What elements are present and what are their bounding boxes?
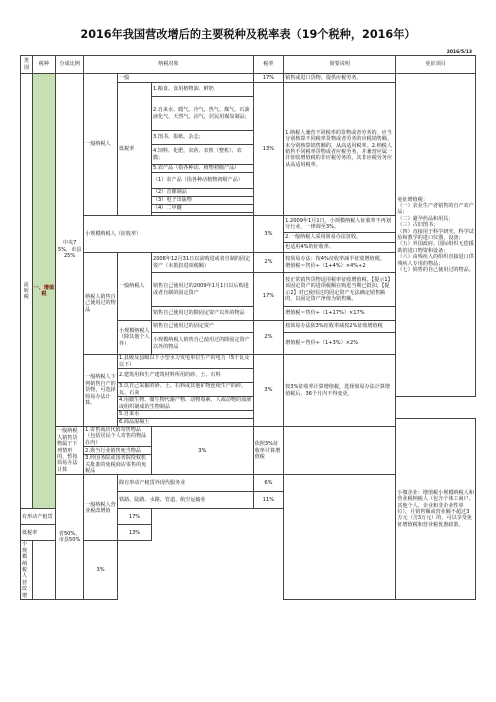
services-small-rate: 3% (84, 541, 118, 600)
used-row-1: 2008年12月31日以前购进或者自制的固定资产（未抵扣进项税额） (151, 253, 253, 273)
simple-item: 3.以自己采掘的砂、土、石料或其他矿物连续生产的砖、瓦、石灰 (118, 383, 254, 397)
used-rate-2: 17% (253, 273, 283, 321)
services-label: 一般纳税人营业税改增值 (84, 475, 118, 541)
simple-item: 2.建筑用和生产建筑材料所用的砂、土、石料 (118, 369, 254, 383)
page-title: 2016年我国营改增后的主要税种及税率表（19个税种，2016年） (80, 28, 416, 41)
share-provincial-cell: 省50%，市县50% (56, 475, 84, 600)
low-item: 2.自来水、暖气、冷气、热气、煤气、石油液化气、天然气、沼气，居民用煤炭制品； (151, 97, 253, 131)
services-rate: 11% (253, 492, 283, 509)
services-item: 除有形动产租赁外现代服务业 (118, 475, 254, 492)
used-note-5: 增值税＝售价÷（1+3%）×2% (284, 333, 396, 355)
used-rate-1: 2% (253, 253, 283, 273)
used-goods-label: 纳税人销售自己使用过的物品 (84, 253, 118, 355)
simple-method-label: 一般纳税人下列销售自产的货物，可选择简易办法计算。 (84, 355, 118, 427)
low-item: （1）农产品（指各种动植物初级产品） (151, 173, 253, 189)
small-note-2: 2.一般纳税人采用简易办法征收。 (284, 233, 396, 243)
low-item: 3.图书、报纸、杂志； (151, 131, 253, 145)
document-date: 2016/5/13 (446, 50, 472, 55)
used-note-3: 增值税＝售价÷（1+17%）×17% (284, 307, 396, 321)
low-rate-note: 1.纳税人兼营不同税率的货物或者劳务的，应当分别核算不同税率货物或者劳务的应税销售额。未分别核算销售额的，从高适用税率。2.纳税人销售不同税率货物或者应税劳务，并兼营应属一并征收增值税的非应税劳务的，其非应税劳务应从高适用税率。 (284, 83, 396, 216)
low-rate-label: 低税率 (118, 83, 152, 216)
simple-method-rate: 3% (253, 355, 283, 427)
simple-method-note: 按3%征收率计算增值税，选择简易办法计算增值税后，36个月内不得变更。 (284, 355, 396, 427)
used-note-1: 按简易办法：按4%征收率减半征收增值税。 增值税＝售价÷（1+4%）×4%÷2 (284, 253, 396, 273)
used-rate-4: 2% (253, 321, 283, 355)
category-cell: 流转税 (21, 74, 33, 509)
simple-item: 4.用微生物、微生物代谢产物、动物毒素、人或动物的血液或组织制成的生物制品 (119, 397, 252, 410)
simple-item: 1.县级及县级以下小型水力发电单位生产的电力（5千瓦及以下） (118, 355, 254, 369)
simple-second-label: 一般纳税人销售货物属于下列情形的，暂按简易办法计算 (56, 427, 84, 475)
small-note-3: 也适用4%的征收率。 (284, 243, 396, 253)
normal-rate-note: 销售或进口货物、提供应税劳务。 (284, 74, 396, 83)
header-share: 分成比例 (56, 56, 84, 74)
simple-second-rate: 3% (151, 427, 253, 475)
header-tax: 税种 (32, 56, 55, 74)
services-rate: 17% (118, 509, 152, 525)
tax-rate-table (20, 55, 476, 600)
simple-item: 5.自来水 (118, 411, 254, 419)
simple-second-note: 依照3%征收率计算增值税 (253, 427, 283, 475)
used-row-5: 小规模纳税人销售自己使用过的除固定资产以外的物品 (151, 333, 253, 355)
used-small-label: 小规模纳税人（除其他个人外） (118, 321, 152, 355)
header-note: 简要说明 (284, 56, 396, 74)
low-item: 1.粮食、食用植物油、鲜奶 (151, 83, 253, 97)
used-note-4: 按简易办法依3%征收率减按2%征收增值税 (284, 321, 396, 333)
used-row-2: 销售自己使用过的2009年1月1日以后购进或者自制的固定资产 (151, 273, 253, 307)
deduction-text: 免征增值税： （一）农业生产者销售的自产农产品； （二）避孕药品和用具； （三）古旧图书； （四）直接用于科学研究、科学试验和教学的进口仪器、设备； （五）外国政府、国际组织无偿援助的进口物资和设备； （六）由残疾人的组织直接进口供残疾人专用的物品； （七）销售的自己使用过的物品。 (396, 74, 476, 397)
normal-rate-value: 17% (253, 74, 283, 83)
services-rate: 6% (253, 475, 283, 492)
services-rate: 13% (118, 525, 152, 541)
services-item: 有形动产租赁 (21, 509, 56, 525)
simple-item: 6.商品混凝土 (118, 419, 254, 427)
header-deduction: 免征项目 (396, 56, 476, 74)
used-general-label: 一般纳税人 (118, 253, 152, 321)
normal-rate-label: 一般 (118, 74, 254, 83)
header-object: 纳税对象 (84, 56, 254, 74)
header-row (21, 56, 476, 74)
services-item: 铁路、陆路、水路、管道、航空运输业 (118, 492, 254, 509)
header-rate: 税率 (253, 56, 283, 74)
deduction-text-2: 小微企业：增值税小规模纳税人和营业税纳税人（包含个体工商户、其他个人、企业和非企业性单位），月销售额或营业额不超过3万元（含3万元）的，可以享受免征增值税和营业税优惠政策。 (396, 419, 476, 600)
small-taxpayer-rate: 3% (253, 216, 283, 253)
general-taxpayer-label: 一般纳税人 (84, 74, 118, 216)
low-item: （2）音像制品 (151, 189, 253, 197)
services-item: 低税率 (21, 525, 56, 541)
low-item: （3）电子出版物 (151, 197, 253, 205)
services-small-label: 小规模纳税人营改增 (21, 541, 33, 600)
simple-second-item: 3.经国务院或国务院授权机关批准的免税商店零售的免税品 (84, 455, 152, 475)
small-taxpayer-label: 小规模纳税人（征收率） (84, 216, 254, 253)
tax-name-cell: 一、增值税 (32, 74, 55, 509)
low-item: 4.饲料、化肥、农药、农机（整机）、农膜； (151, 145, 253, 165)
used-row-3: 销售自己使用过的除固定资产以外的物品 (151, 307, 253, 321)
share-central-cell: 中央75%，市县25% (56, 74, 84, 427)
small-note-1: 1.2009年1月1日，小规模纳税人征收率不再划分行业，一律调至3%。 (284, 216, 396, 233)
simple-second-item: 1.寄售商店代销寄售物品（包括居民个人寄售的物品在内） (84, 427, 152, 447)
simple-second-item: 2.典当行业销售死当物品 (84, 447, 152, 455)
low-rate-value: 13% (253, 83, 283, 216)
used-row-4: 销售自己使用过的固定资产 (151, 321, 253, 333)
used-note-2: 按正常销售货物适用税率征收增值税。【提示1】该固定资产的进项税额在购进当期已抵扣。【提示2】对已使用过的固定资产无法确定销售额的，以固定资产净值为销售额。 (284, 273, 396, 307)
low-item: （4）二甲醚 (151, 205, 253, 213)
header-category: 类别 (21, 56, 33, 74)
low-item: 5.农产品（指各种动、植物初级产品） (151, 165, 253, 173)
